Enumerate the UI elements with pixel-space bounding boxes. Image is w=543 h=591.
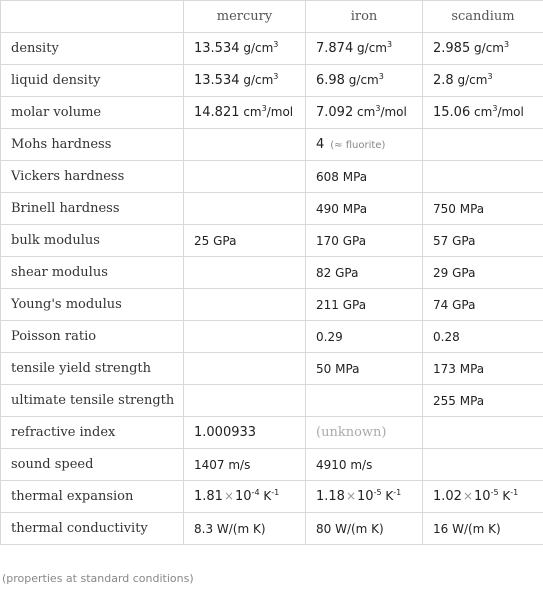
cell-scandium: 74 GPa xyxy=(423,289,543,321)
row-label: Brinell hardness xyxy=(1,193,184,225)
header-scandium: scandium xyxy=(423,1,543,33)
cell-mercury: 25 GPa xyxy=(184,225,306,257)
row-label: ultimate tensile strength xyxy=(1,385,184,417)
row-label: tensile yield strength xyxy=(1,353,184,385)
row-sound-speed xyxy=(1,449,543,481)
cell-mercury xyxy=(184,129,306,161)
cell-iron xyxy=(306,385,423,417)
cell-iron: 4910 m/s xyxy=(306,449,423,481)
cell-mercury xyxy=(184,161,306,193)
row-label: sound speed xyxy=(1,449,184,481)
header-iron: iron xyxy=(306,1,423,33)
row-label: Poisson ratio xyxy=(1,321,184,353)
row-label: shear modulus xyxy=(1,257,184,289)
cell-scandium: 750 MPa xyxy=(423,193,543,225)
row-refractive-index xyxy=(1,417,543,449)
cell-iron: 608 MPa xyxy=(306,161,423,193)
cell-iron: 170 GPa xyxy=(306,225,423,257)
cell-mercury: $1.81\times 10^{-4}$ $K^{-1}$ xyxy=(184,481,306,513)
cell-mercury: 1407 m/s xyxy=(184,449,306,481)
cell-mercury: 14.821 $cm^3$/mol xyxy=(184,97,306,129)
cell-iron: 6.98 $g/cm^3$ xyxy=(306,65,423,97)
cell-scandium xyxy=(423,417,543,449)
cell-iron: $1.18\times 10^{-5}$ $K^{-1}$ xyxy=(306,481,423,513)
row-ultimate-tensile-strength xyxy=(1,385,543,417)
row-label: molar volume xyxy=(1,97,184,129)
row-label: bulk modulus xyxy=(1,225,184,257)
cell-iron: 50 MPa xyxy=(306,353,423,385)
cell-scandium: 0.28 xyxy=(423,321,543,353)
header-empty-cell xyxy=(1,1,184,33)
cell-iron: 4 (≈ fluorite) xyxy=(306,129,423,161)
cell-scandium xyxy=(423,161,543,193)
cell-iron: 490 MPa xyxy=(306,193,423,225)
row-shear-modulus xyxy=(1,257,543,289)
row-bulk-modulus xyxy=(1,225,543,257)
cell-mercury: 8.3 W/(m K) xyxy=(184,513,306,545)
cell-mercury xyxy=(184,385,306,417)
cell-scandium xyxy=(423,449,543,481)
row-label: thermal conductivity xyxy=(1,513,184,545)
cell-iron: 7.874 $g/cm^3$ xyxy=(306,33,423,65)
cell-scandium: 29 GPa xyxy=(423,257,543,289)
cell-mercury xyxy=(184,193,306,225)
cell-scandium: 255 MPa xyxy=(423,385,543,417)
row-youngs-modulus xyxy=(1,289,543,321)
row-label: Mohs hardness xyxy=(1,129,184,161)
cell-scandium: 16 W/(m K) xyxy=(423,513,543,545)
row-label: thermal expansion xyxy=(1,481,184,513)
footnote: (properties at standard conditions) xyxy=(2,572,194,585)
row-tensile-yield-strength xyxy=(1,353,543,385)
cell-scandium: 2.8 $g/cm^3$ xyxy=(423,65,543,97)
cell-iron: 211 GPa xyxy=(306,289,423,321)
cell-iron xyxy=(306,417,423,449)
row-poisson-ratio xyxy=(1,321,543,353)
cell-mercury xyxy=(184,321,306,353)
header-mercury: mercury xyxy=(184,1,306,33)
row-label: density xyxy=(1,33,184,65)
row-liquid-density xyxy=(1,65,543,97)
cell-mercury: 1.000933 xyxy=(184,417,306,449)
row-label: refractive index xyxy=(1,417,184,449)
cell-mercury xyxy=(184,289,306,321)
row-density xyxy=(1,33,543,65)
cell-scandium: 2.985 $g/cm^3$ xyxy=(423,33,543,65)
cell-scandium: 173 MPa xyxy=(423,353,543,385)
row-molar-volume xyxy=(1,97,543,129)
row-mohs-hardness xyxy=(1,129,543,161)
cell-mercury: 13.534 $g/cm^3$ xyxy=(184,33,306,65)
row-vickers-hardness xyxy=(1,161,543,193)
row-label: liquid density xyxy=(1,65,184,97)
cell-iron: 7.092 $cm^3$/mol xyxy=(306,97,423,129)
cell-iron: 80 W/(m K) xyxy=(306,513,423,545)
row-label: Young's modulus xyxy=(1,289,184,321)
row-thermal-conductivity xyxy=(1,513,543,545)
mohs-note: (≈ fluorite) xyxy=(330,140,386,151)
cell-iron: 0.29 xyxy=(306,321,423,353)
row-thermal-expansion xyxy=(1,481,543,513)
cell-mercury: 13.534 $g/cm^3$ xyxy=(184,65,306,97)
unknown-value: (unknown) xyxy=(316,425,387,440)
cell-mercury xyxy=(184,257,306,289)
header-row xyxy=(1,1,543,33)
cell-scandium xyxy=(423,129,543,161)
row-brinell-hardness xyxy=(1,193,543,225)
cell-iron: 82 GPa xyxy=(306,257,423,289)
cell-mercury xyxy=(184,353,306,385)
cell-scandium: $1.02\times 10^{-5}$ $K^{-1}$ xyxy=(423,481,543,513)
cell-scandium: 15.06 $cm^3$/mol xyxy=(423,97,543,129)
cell-scandium: 57 GPa xyxy=(423,225,543,257)
row-label: Vickers hardness xyxy=(1,161,184,193)
